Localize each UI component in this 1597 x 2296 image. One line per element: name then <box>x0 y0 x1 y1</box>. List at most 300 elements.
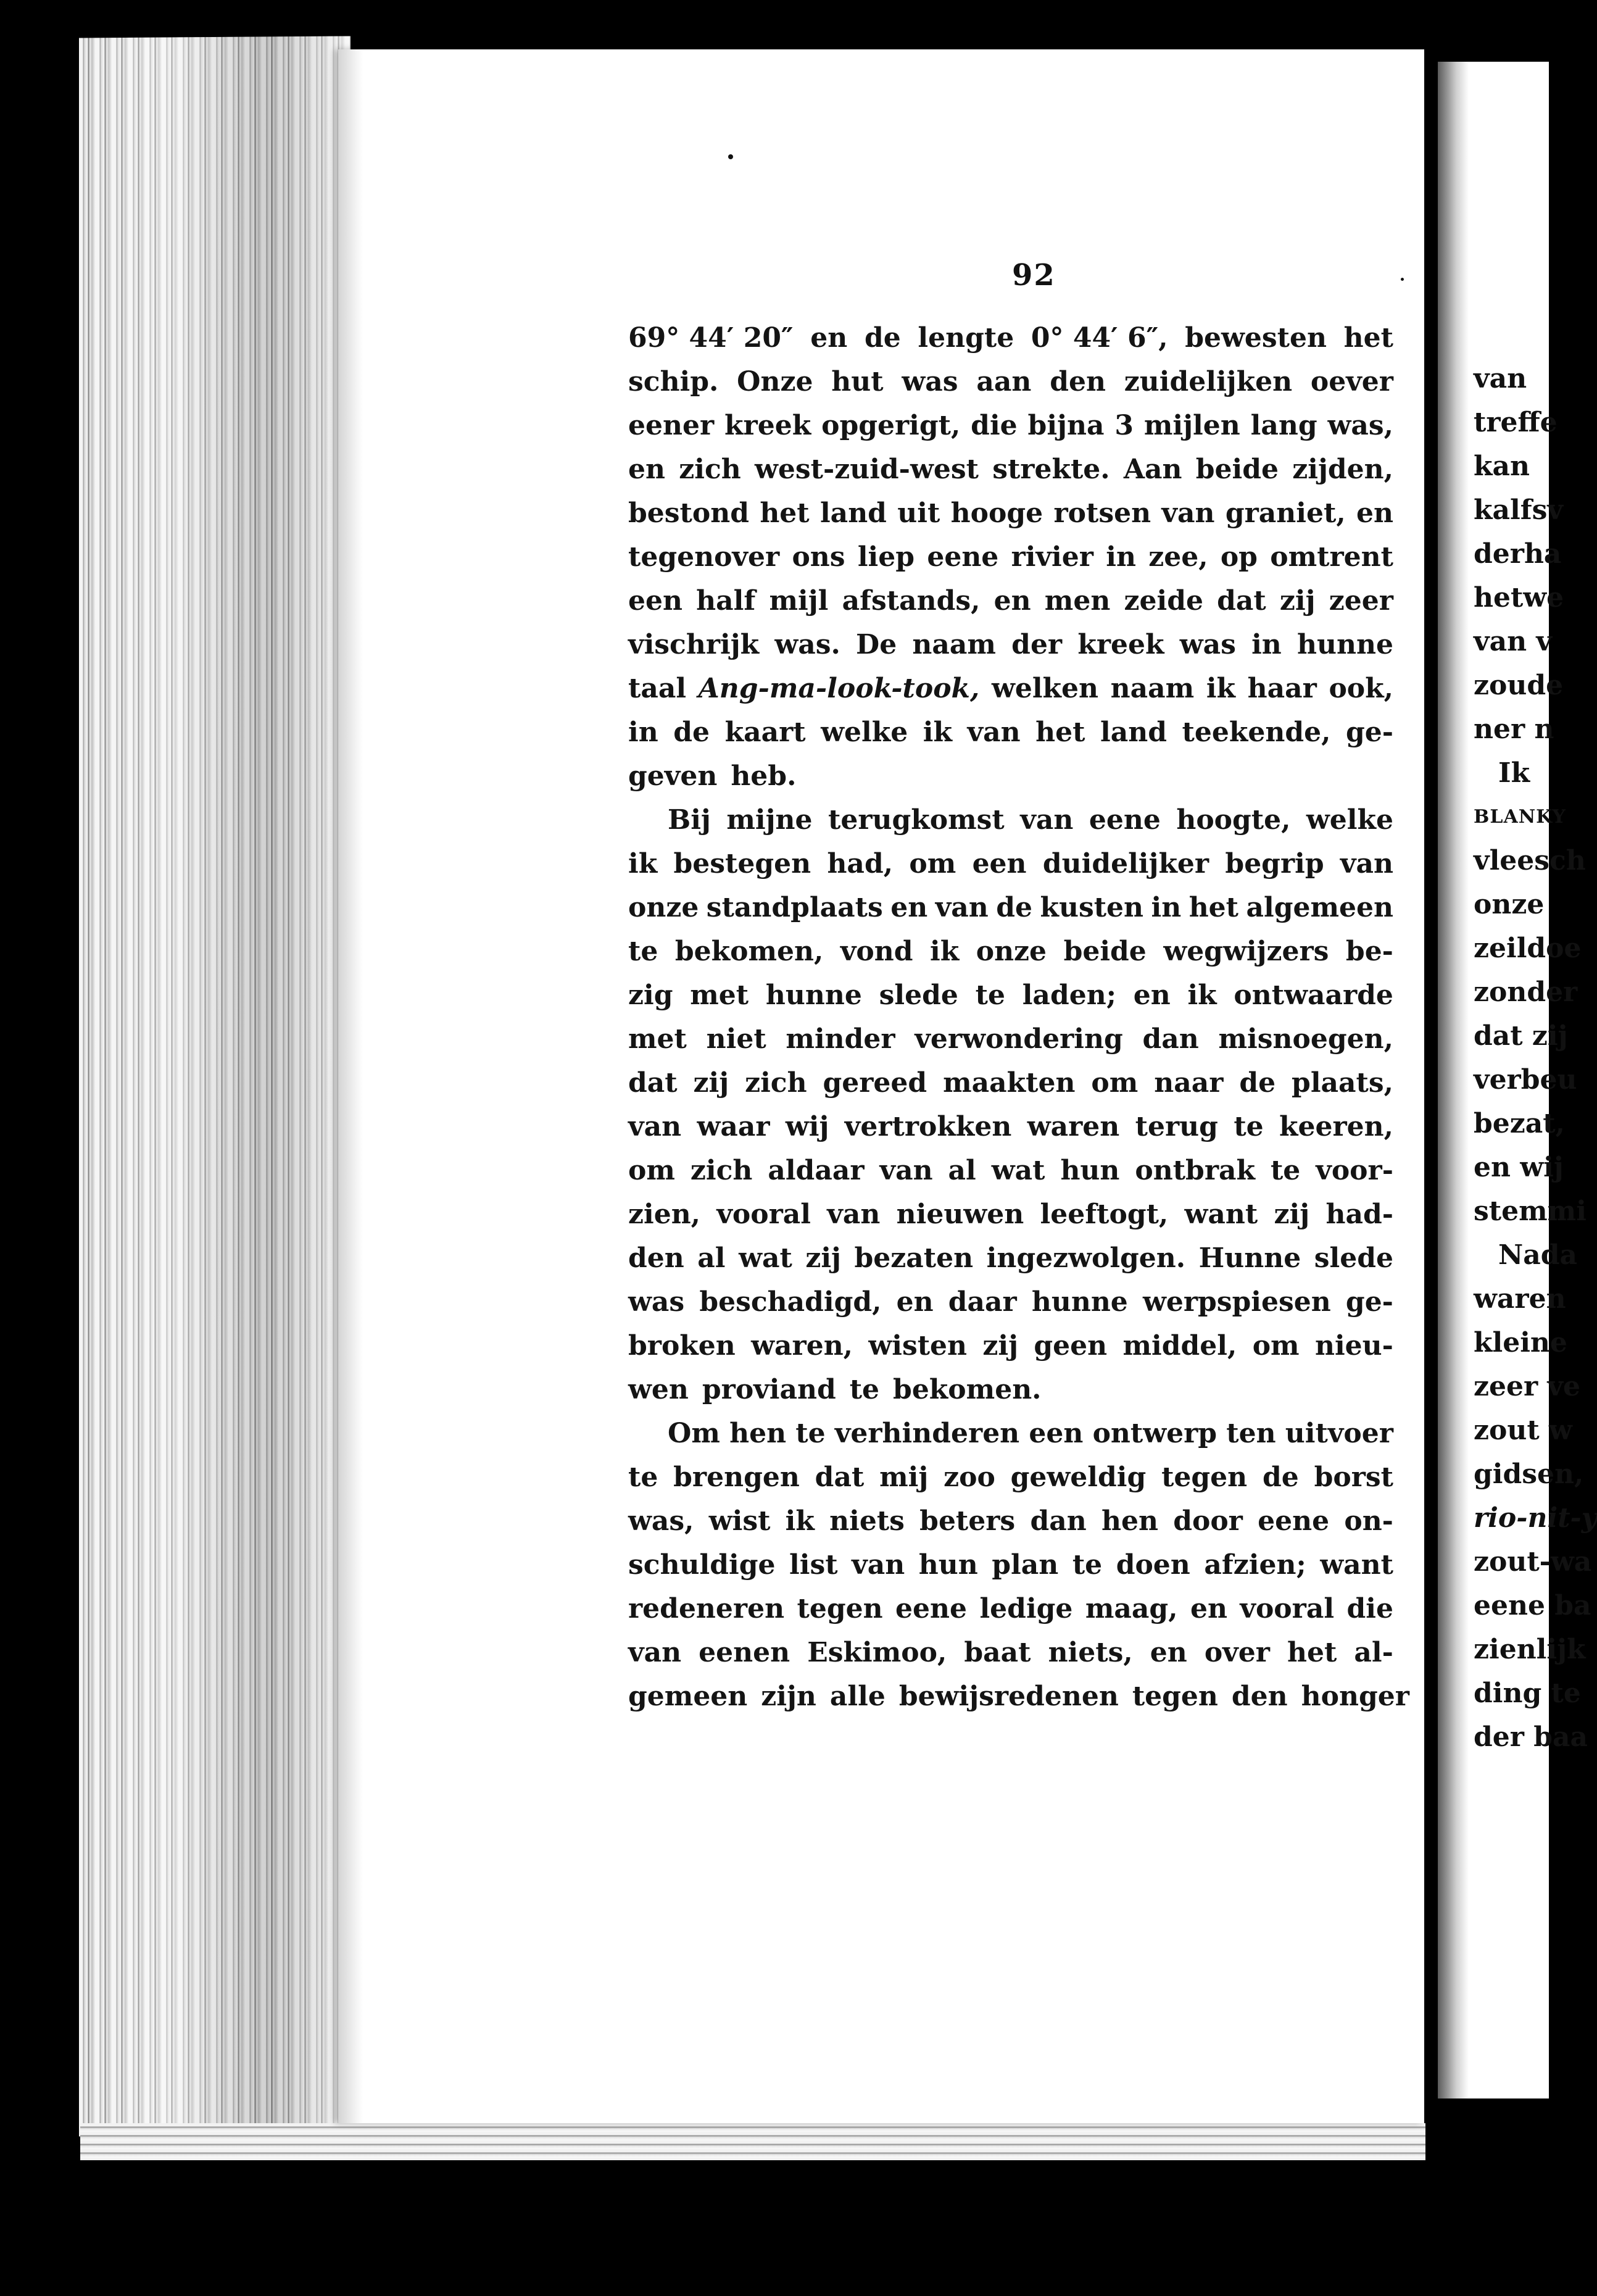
word: den <box>628 1242 684 1274</box>
word: en <box>1150 1637 1187 1668</box>
word: te <box>795 1418 826 1449</box>
word: en <box>1356 497 1393 529</box>
word: te <box>975 980 1005 1011</box>
word: keeren, <box>1279 1111 1393 1142</box>
fragment-line: van v <box>1474 626 1552 657</box>
text-line <box>628 491 1393 535</box>
word: Hunne <box>1198 1242 1301 1274</box>
fragment-line: vleesch <box>1474 845 1586 876</box>
text-line <box>628 1017 1393 1061</box>
word: in <box>1106 541 1136 573</box>
word: over <box>1204 1637 1270 1668</box>
word: zien, <box>628 1199 701 1230</box>
fragment-line: kleine <box>1474 1327 1567 1358</box>
word: dat <box>815 1462 865 1493</box>
word: terugkomst <box>828 804 1005 836</box>
word: doen <box>1116 1549 1190 1581</box>
word: zijden, <box>1292 454 1393 485</box>
word: een <box>972 848 1027 880</box>
word: het <box>1188 892 1238 923</box>
text-line <box>628 798 1393 842</box>
fragment-line: Nada <box>1498 1239 1578 1271</box>
word: vooral <box>716 1199 811 1230</box>
text-line <box>628 1674 1409 1718</box>
word: ik <box>930 936 960 967</box>
word: naam <box>1110 673 1195 704</box>
word: kreek <box>724 410 811 441</box>
text-line <box>628 404 1393 447</box>
word: zich <box>745 1067 807 1099</box>
word: en <box>810 322 848 354</box>
word: schip. <box>628 366 719 397</box>
right-page-fragment <box>1438 62 1597 2098</box>
page-number: 92 <box>1012 258 1056 293</box>
text-line <box>628 886 1393 930</box>
ink-speck <box>1401 278 1404 281</box>
word: dat <box>628 1067 678 1099</box>
word: waren <box>1027 1111 1120 1142</box>
fragment-line: der baa <box>1474 1721 1588 1753</box>
fragment-line: ding te <box>1474 1678 1581 1709</box>
fragment-line: bezat, <box>1474 1108 1565 1139</box>
text-line <box>628 1455 1393 1499</box>
word: rotsen <box>1053 497 1151 529</box>
word: en <box>628 454 665 485</box>
word: mijlen <box>1143 410 1240 441</box>
word: Aan <box>1123 454 1182 485</box>
word: aan <box>976 366 1032 397</box>
word: beschadigd, <box>699 1286 882 1318</box>
word: bewijsredenen <box>898 1681 1119 1712</box>
word: had- <box>1325 1199 1393 1230</box>
word: den <box>1231 1681 1288 1712</box>
word: verwondering <box>915 1023 1123 1055</box>
word: lengte <box>918 322 1014 354</box>
word: ik <box>785 1505 815 1537</box>
text-line <box>628 1105 1393 1149</box>
word: de <box>996 892 1032 923</box>
word: al- <box>1354 1637 1393 1668</box>
text-line <box>628 1061 1393 1105</box>
word: en <box>890 892 928 923</box>
word: naar <box>1154 1067 1224 1099</box>
word: ontwaarde <box>1234 980 1393 1011</box>
word: met <box>690 980 749 1011</box>
word: honger <box>1301 1681 1409 1712</box>
word: on- <box>1344 1505 1393 1537</box>
word: te <box>628 1462 658 1493</box>
word: vooral <box>1240 1593 1335 1624</box>
word: wij <box>785 1111 829 1142</box>
text-line <box>628 667 1393 710</box>
text-line <box>628 1280 1393 1324</box>
right-page-text <box>1474 357 1597 1759</box>
text-line <box>628 316 1393 360</box>
word: die <box>1346 1593 1393 1624</box>
word: kaart <box>724 717 806 748</box>
word: ook, <box>1329 673 1393 704</box>
text-line <box>628 1499 1393 1543</box>
word: slede <box>879 980 958 1011</box>
word: zij <box>982 1330 1019 1362</box>
word: hunne <box>765 980 862 1011</box>
word: mij <box>879 1462 929 1493</box>
word: broken <box>628 1330 736 1362</box>
fragment-line: stemmi <box>1474 1196 1587 1227</box>
word: hunne <box>1296 629 1393 660</box>
word: Bij <box>668 804 711 836</box>
word: te <box>628 936 658 967</box>
word: half <box>696 585 756 617</box>
word: west-zuid-west <box>755 454 979 485</box>
word: was, <box>628 1505 694 1537</box>
text-line <box>628 1324 1393 1368</box>
word: graniet, <box>1225 497 1346 529</box>
text-line <box>628 710 1393 754</box>
word: 3 <box>1114 410 1134 441</box>
word: wat <box>991 1155 1045 1186</box>
word: Ang-ma-look-took, <box>698 673 980 704</box>
word: vischrijk <box>628 629 760 660</box>
text-line <box>628 1368 1393 1412</box>
word: eene <box>895 1593 968 1624</box>
word: van <box>967 717 1021 748</box>
text-line <box>628 930 1393 973</box>
word: aldaar <box>768 1155 865 1186</box>
text-line <box>628 1631 1393 1674</box>
word: te <box>1270 1155 1301 1186</box>
word: was, <box>1327 410 1393 441</box>
word: te <box>1072 1549 1103 1581</box>
word: wat <box>739 1242 792 1274</box>
word: ik <box>1206 673 1236 704</box>
word: eenen <box>699 1637 790 1668</box>
fragment-line: zeer ve <box>1474 1371 1581 1402</box>
word: redeneren <box>628 1593 785 1624</box>
word: schuldige <box>628 1549 776 1581</box>
word: ik <box>923 717 952 748</box>
fragment-line: zeildoe <box>1474 933 1582 964</box>
word: met <box>628 1023 687 1055</box>
word: hut <box>831 366 884 397</box>
word: verhinderen <box>834 1418 1020 1449</box>
text-line <box>628 973 1393 1017</box>
word: want <box>1184 1199 1258 1230</box>
word: zijn <box>761 1681 816 1712</box>
word: leeftogt, <box>1040 1199 1169 1230</box>
word: minder <box>786 1023 895 1055</box>
word: eene <box>1258 1505 1330 1537</box>
text-line <box>628 623 1393 667</box>
word: bezaten <box>854 1242 974 1274</box>
word: het <box>1287 1637 1337 1668</box>
word: tegen <box>1161 1462 1248 1493</box>
fragment-line: treffe <box>1474 407 1558 438</box>
word: al <box>697 1242 726 1274</box>
word: geweldig <box>1010 1462 1147 1493</box>
word: der <box>1011 629 1063 660</box>
word: onze <box>628 892 699 923</box>
fragment-line: derha <box>1474 538 1562 570</box>
word: beide <box>1063 936 1147 967</box>
word: vertrokken <box>844 1111 1012 1142</box>
fragment-line: waren <box>1474 1283 1566 1315</box>
word: om <box>1091 1067 1139 1099</box>
word: eener <box>628 410 715 441</box>
word: omtrent <box>1270 541 1393 573</box>
word: en <box>896 1286 934 1318</box>
word: slede <box>1314 1242 1393 1274</box>
word: om <box>628 1155 675 1186</box>
word: wegwijzers <box>1163 936 1329 967</box>
word: dat <box>1217 585 1266 617</box>
word: algemeen <box>1246 892 1393 923</box>
word: van <box>628 1111 682 1142</box>
word: het <box>1343 322 1393 354</box>
word: zij <box>1274 1199 1310 1230</box>
word: standplaats <box>706 892 883 923</box>
word: en <box>1190 1593 1227 1624</box>
word: was. <box>774 629 840 660</box>
word: taal <box>628 673 687 704</box>
word: duidelijker <box>1042 848 1209 880</box>
word: van <box>1020 804 1074 836</box>
fragment-line: kan <box>1474 451 1530 482</box>
word: om <box>909 848 956 880</box>
word: onze <box>976 936 1047 967</box>
word: geen <box>1034 1330 1108 1362</box>
word: be- <box>1345 936 1393 967</box>
word: land <box>819 497 887 529</box>
fragment-line: eene ba <box>1474 1590 1591 1621</box>
word: alle <box>829 1681 886 1712</box>
word: ik <box>1187 980 1217 1011</box>
word: niet <box>706 1023 766 1055</box>
text-line <box>628 1192 1393 1236</box>
word: zee, <box>1148 541 1208 573</box>
word: nieu- <box>1314 1330 1393 1362</box>
word: list <box>789 1549 838 1581</box>
word: ingezwolgen. <box>986 1242 1186 1274</box>
word: dan <box>1030 1505 1087 1537</box>
word: bewesten <box>1185 322 1327 354</box>
word: zich <box>690 1155 753 1186</box>
word: mijl <box>769 585 829 617</box>
word: proviand <box>702 1374 836 1405</box>
word: welke <box>1306 804 1393 836</box>
word: een <box>628 585 682 617</box>
word: bestond <box>628 497 749 529</box>
word: werpspiesen <box>1142 1286 1331 1318</box>
word: heb. <box>731 760 797 792</box>
word: brengen <box>673 1462 800 1493</box>
word: bekomen. <box>893 1374 1042 1405</box>
text-line <box>628 1149 1393 1192</box>
word: mijne <box>726 804 813 836</box>
word: ons <box>792 541 845 573</box>
word: hen <box>1101 1505 1158 1537</box>
text-line <box>628 1412 1393 1455</box>
fragment-line: gidsen, <box>1474 1458 1584 1490</box>
page-gutter-shadow <box>338 49 363 2123</box>
word: wen <box>628 1374 689 1405</box>
word: zij <box>693 1067 729 1099</box>
word: hoogte, <box>1176 804 1291 836</box>
word: rivier <box>1011 541 1093 573</box>
page-body-text <box>628 316 1409 1718</box>
fragment-line: Ik <box>1498 757 1530 789</box>
word: misnoegen, <box>1218 1023 1393 1055</box>
word: op <box>1220 541 1258 573</box>
word: van <box>879 1155 933 1186</box>
word: nieuwen <box>896 1199 1024 1230</box>
book-page-edges <box>79 36 351 2136</box>
word: terug <box>1135 1111 1218 1142</box>
word: wisten <box>868 1330 968 1362</box>
fragment-line: kalfsv <box>1474 494 1563 526</box>
word: ledige <box>979 1593 1073 1624</box>
fragment-line: dat zij <box>1474 1020 1568 1052</box>
word: borst <box>1314 1462 1393 1493</box>
word: ontwerp <box>1092 1418 1217 1449</box>
word: ontbrak <box>1135 1155 1255 1186</box>
word: en <box>1133 980 1171 1011</box>
word: de <box>864 322 901 354</box>
ink-speck <box>728 154 733 159</box>
word: laden; <box>1022 980 1116 1011</box>
word: Om <box>668 1418 720 1449</box>
word: van <box>1161 497 1215 529</box>
word: bestegen <box>673 848 811 880</box>
word: zij <box>1279 585 1316 617</box>
fragment-line: hetwe <box>1474 582 1564 614</box>
fragment-line: zout w <box>1474 1415 1572 1446</box>
word: zig <box>628 980 673 1011</box>
word: teekende, <box>1182 717 1331 748</box>
word: hooge <box>950 497 1043 529</box>
word: ge- <box>1345 717 1393 748</box>
word: afstands, <box>842 585 981 617</box>
fragment-line: rio-nit-y <box>1474 1502 1597 1534</box>
word: daar <box>948 1286 1017 1318</box>
word: ten <box>1226 1418 1276 1449</box>
word: welken <box>991 673 1099 704</box>
fragment-line: onze <box>1474 889 1545 920</box>
fragment-line: van <box>1474 363 1527 394</box>
word: hun <box>1060 1155 1120 1186</box>
text-line <box>628 754 1393 798</box>
word: hun <box>918 1549 978 1581</box>
word: ge- <box>1345 1286 1393 1318</box>
word: van <box>827 1199 881 1230</box>
word: maag, <box>1085 1593 1178 1624</box>
word: middel, <box>1122 1330 1237 1362</box>
book-bottom-edge <box>80 2123 1425 2160</box>
word: zeer <box>1329 585 1393 617</box>
word: eene <box>1089 804 1161 836</box>
fragment-line: zoude <box>1474 670 1564 701</box>
word: 0° 44′ 6″, <box>1031 322 1168 354</box>
word: van <box>628 1637 682 1668</box>
word: eene <box>927 541 999 573</box>
word: om <box>1252 1330 1300 1362</box>
word: waar <box>697 1111 770 1142</box>
word: naam <box>912 629 996 660</box>
word: 69° 44′ 20″ <box>628 322 794 354</box>
word: begrip <box>1225 848 1324 880</box>
word: te <box>1234 1111 1264 1142</box>
word: beide <box>1195 454 1279 485</box>
word: de <box>1262 1462 1299 1493</box>
fragment-line: verbeu <box>1474 1064 1577 1096</box>
word: ik <box>628 848 658 880</box>
word: door <box>1173 1505 1243 1537</box>
word: was <box>628 1286 685 1318</box>
word: de <box>1239 1067 1276 1099</box>
word: hen <box>729 1418 787 1449</box>
word: de <box>673 717 710 748</box>
word: van <box>1340 848 1393 880</box>
word: welke <box>821 717 908 748</box>
word: in <box>1251 629 1282 660</box>
fragment-line: en wij <box>1474 1152 1564 1183</box>
right-page-gutter-shadow <box>1438 62 1469 2098</box>
word: Eskimoo, <box>807 1637 947 1668</box>
text-line <box>628 579 1393 623</box>
word: beters <box>919 1505 1016 1537</box>
fragment-line: zonder <box>1474 976 1578 1008</box>
word: zoo <box>944 1462 995 1493</box>
word: niets, <box>1048 1637 1133 1668</box>
word: van <box>852 1549 905 1581</box>
word: haar <box>1247 673 1317 704</box>
word: men <box>1044 585 1111 617</box>
word: in <box>628 717 658 748</box>
word: zij <box>805 1242 841 1274</box>
word: in <box>1151 892 1182 923</box>
word: van <box>935 892 989 923</box>
word: maakten <box>943 1067 1076 1099</box>
word: strekte. <box>992 454 1110 485</box>
text-line <box>628 1236 1393 1280</box>
word: kreek <box>1077 629 1164 660</box>
word: liep <box>857 541 915 573</box>
word: gemeen <box>628 1681 748 1712</box>
word: uitvoer <box>1285 1418 1393 1449</box>
fragment-line: zout-wa <box>1474 1546 1592 1578</box>
word: gereed <box>823 1067 927 1099</box>
word: want <box>1320 1549 1393 1581</box>
text-line <box>628 1587 1393 1631</box>
word: dan <box>1142 1023 1199 1055</box>
word: geven <box>628 760 718 792</box>
word: zich <box>679 454 741 485</box>
word: hunne <box>1031 1286 1128 1318</box>
word: waren, <box>751 1330 853 1362</box>
word: land <box>1100 717 1167 748</box>
text-line <box>628 535 1393 579</box>
word: zeide <box>1124 585 1203 617</box>
word: was <box>902 366 958 397</box>
word: vond <box>840 936 913 967</box>
word: plan <box>992 1549 1059 1581</box>
word: was <box>1179 629 1236 660</box>
fragment-line: ner n <box>1474 713 1554 745</box>
word: het <box>1035 717 1085 748</box>
word: kusten <box>1040 892 1144 923</box>
word: tegen <box>1132 1681 1218 1712</box>
word: oever <box>1310 366 1393 397</box>
